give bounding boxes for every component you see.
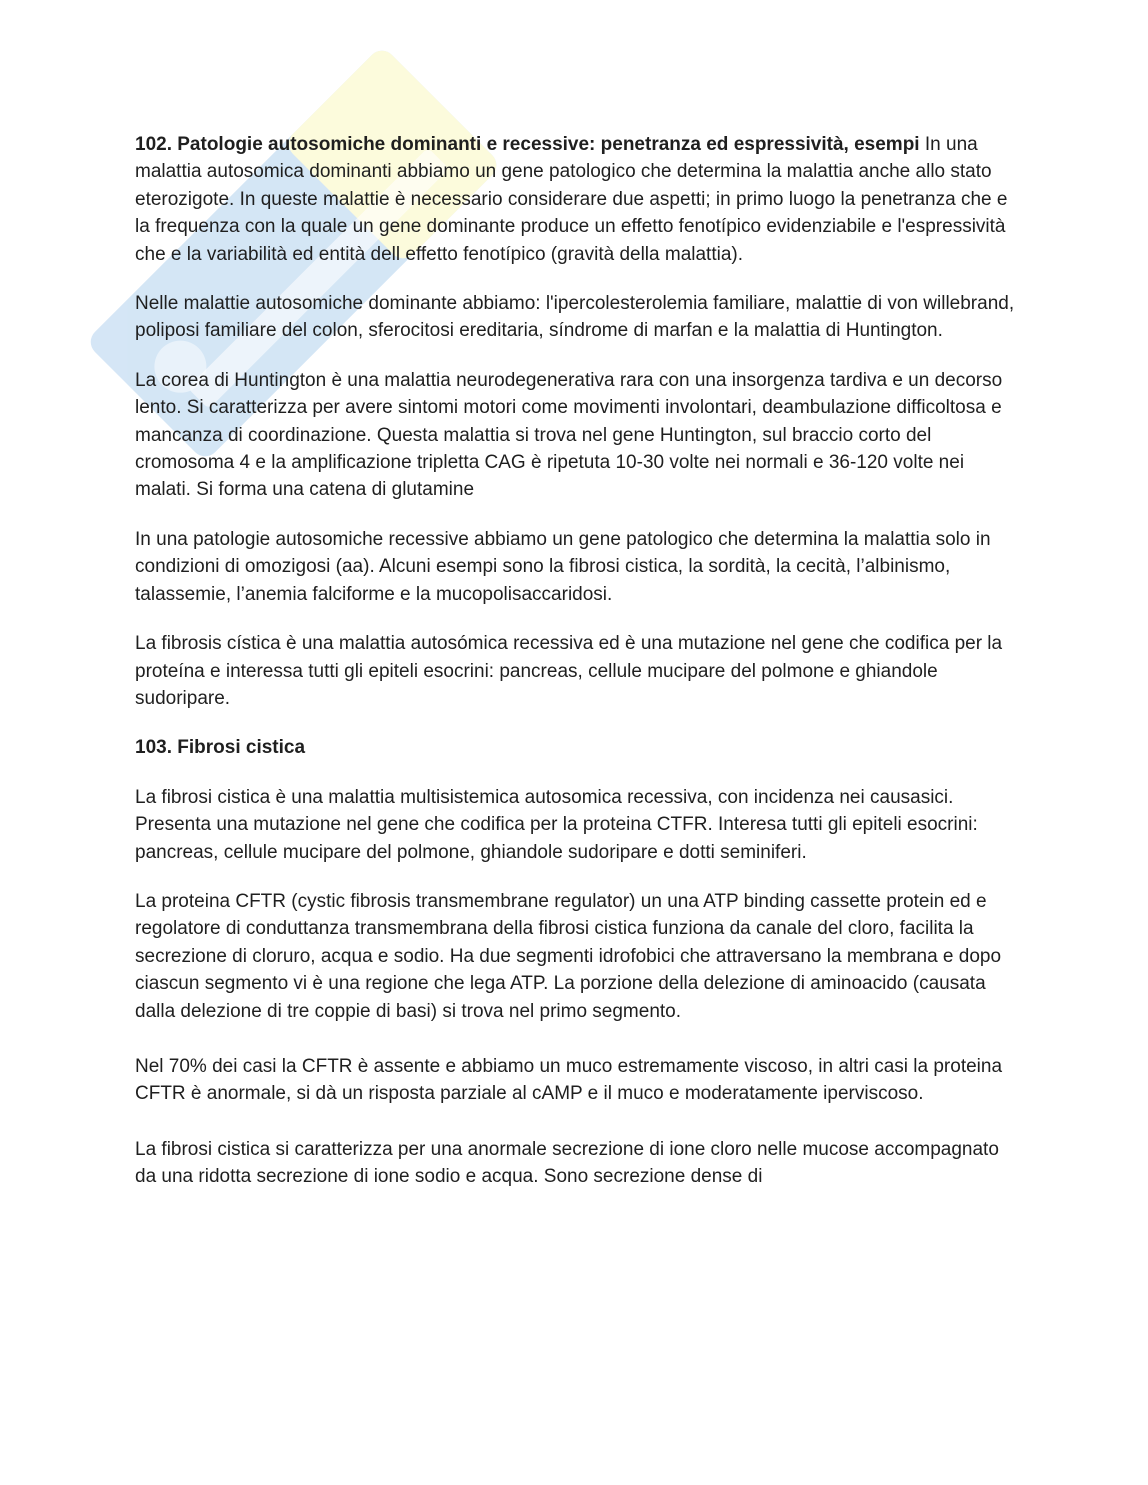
paragraph-recessive: In una patologie autosomiche recessive abbiamo un gene patologico che determina la malattia solo in condizioni di omozigosi (aa). Alcuni esempi sono la fibrosi cistica, la sordità, la cecità, l’albinismo, talassemie, l’anemia falciforme e la mucopolisaccaridosi. [135,528,991,605]
paragraph-cftr-protein: La proteina CFTR (cystic fibrosis transmembrane regulator) un una ATP binding cassette protein ed e regolatore di conduttanza transmembrana della fibrosi cistica funziona da canale del cloro, facilita la secrezione di cloruro, acqua e sodio. Ha due segmenti idrofobici che attraversano la membrana e dopo ciascun segmento vi è una regione che lega ATP. La porzione della delezione di aminoacido (causata dalla delezione di tre coppie di basi) si trova nel primo segmento. [135,890,1002,1022]
paragraph-103-intro: La fibrosi cistica è una malattia multisistemica autosomica recessiva, con incidenza nei causasici. Presenta una mutazione nel gene che codifica per la proteina CTFR. Interesa tutti gli epiteli esocrini: pancreas, cellule mucipare del polmone, ghiandole sudoripare e dotti seminiferi. [135,786,978,863]
paragraph-dominant-examples: Nelle malattie autosomiche dominante abbiamo: l'ipercolesterolemia familiare, malattie di von willebrand, poliposi familiare del colon, sferocitosi ereditaria, síndrome di marfan e la malattia di Huntington. [135,293,1015,342]
paragraph-huntington: La corea di Huntington è una malattia neurodegenerativa rara con una insorgenza tardiva e un decorso lento. Si caratterizza per avere sintomi motori come movimenti involontari, deambulazione difficoltosa e mancanza di coordinazione. Questa malattia si trova nel gene Huntington, sul braccio corto del cromosoma 4 e la amplificazione tripletta CAG è ripetuta 10-30 volte nei normali e 36-120 volte nei malati. Si forma una catena di glutamine [135,369,1003,501]
section-103-title: 103. Fibrosi cistica [135,737,306,759]
document-page [135,131,1025,1213]
paragraph-fibrosis-short: La fibrosis cística è una malattia autosómica recessiva ed è una mutazione nel gene che codifica per la proteína e interessa tutti gli epiteli esocrini: pancreas, cellule mucipare del polmone e ghiandole sudoripare. [135,633,1003,709]
paragraph-102-penetranza: In una malattia autosomica dominanti abbiamo un gene patologico che determina la malattia anche allo stato eterozigote. In queste malattie è necessario considerare due aspetti; in primo luogo la penetranza che e la frequenza con la quale un gene dominante produce un effetto fenotípico evidenziabile e l'espressività che e la variabilità ed entità dell effetto fenotípico (gravità della malattia). [135,134,1008,265]
paragraph-cftr-cases: Nel 70% dei casi la CFTR è assente e abbiamo un muco estremamente viscoso, in altri casi la proteina CFTR è anormale, si dà un risposta parziale al cAMP e il muco e moderatamente iperviscoso. [135,1055,1003,1105]
section-102-title: 102. Patologie autosomiche dominanti e recessive: penetranza ed espressività, esempi [135,134,920,155]
paragraph-102-intro [135,131,1025,268]
paragraph-chloride-secretion: La fibrosi cistica si caratterizza per una anormale secrezione di ione cloro nelle mucose accompagnato da una ridotta secrezione di ione sodio e acqua. Sono secrezione dense di [135,1138,999,1188]
